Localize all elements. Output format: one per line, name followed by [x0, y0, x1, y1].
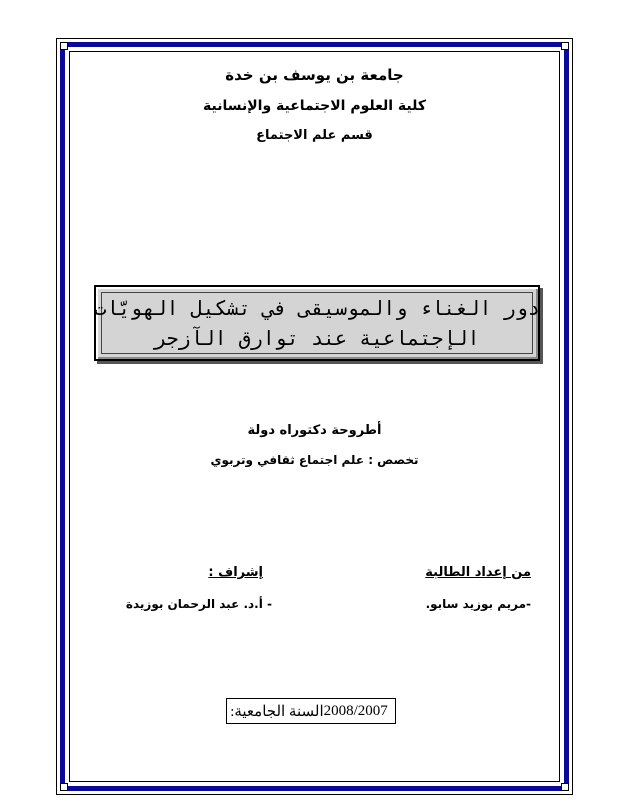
academic-year-box — [226, 698, 396, 724]
thesis-specialty: تخصص : علم اجتماع ثقافي وتربوي — [210, 453, 419, 467]
thesis-title-line-2: الإجتماعية عند توارق الآزجر — [154, 326, 480, 350]
department-name: قسم علم الاجتماع — [256, 128, 373, 143]
page-border-inner — [69, 51, 560, 782]
student-label: من إعداد الطالبة — [425, 565, 531, 580]
academic-year-value: 2008/2007 — [323, 702, 388, 719]
supervisor-name: - أ.د. عبد الرحمان بوزيدة — [125, 597, 272, 611]
university-name: جامعة بن يوسف بن خدة — [225, 66, 404, 84]
thesis-title-box — [94, 285, 540, 361]
thesis-title-line-1: دور الغناء والموسيقى في تشكيل الهويّات — [94, 296, 540, 320]
corner-ornament-br — [561, 783, 569, 791]
corner-ornament-tr — [561, 42, 569, 50]
academic-year-label: السنة الجامعية: — [230, 703, 324, 720]
supervisor-label: إشراف : — [208, 565, 263, 580]
thesis-type: أطروحة دكتوراه دولة — [247, 423, 382, 438]
faculty-name: كلية العلوم الاجتماعية والإنسانية — [203, 98, 426, 114]
corner-ornament-tl — [60, 42, 68, 50]
student-name: -مريم بوزيد سابو. — [425, 597, 531, 611]
corner-ornament-bl — [60, 783, 68, 791]
